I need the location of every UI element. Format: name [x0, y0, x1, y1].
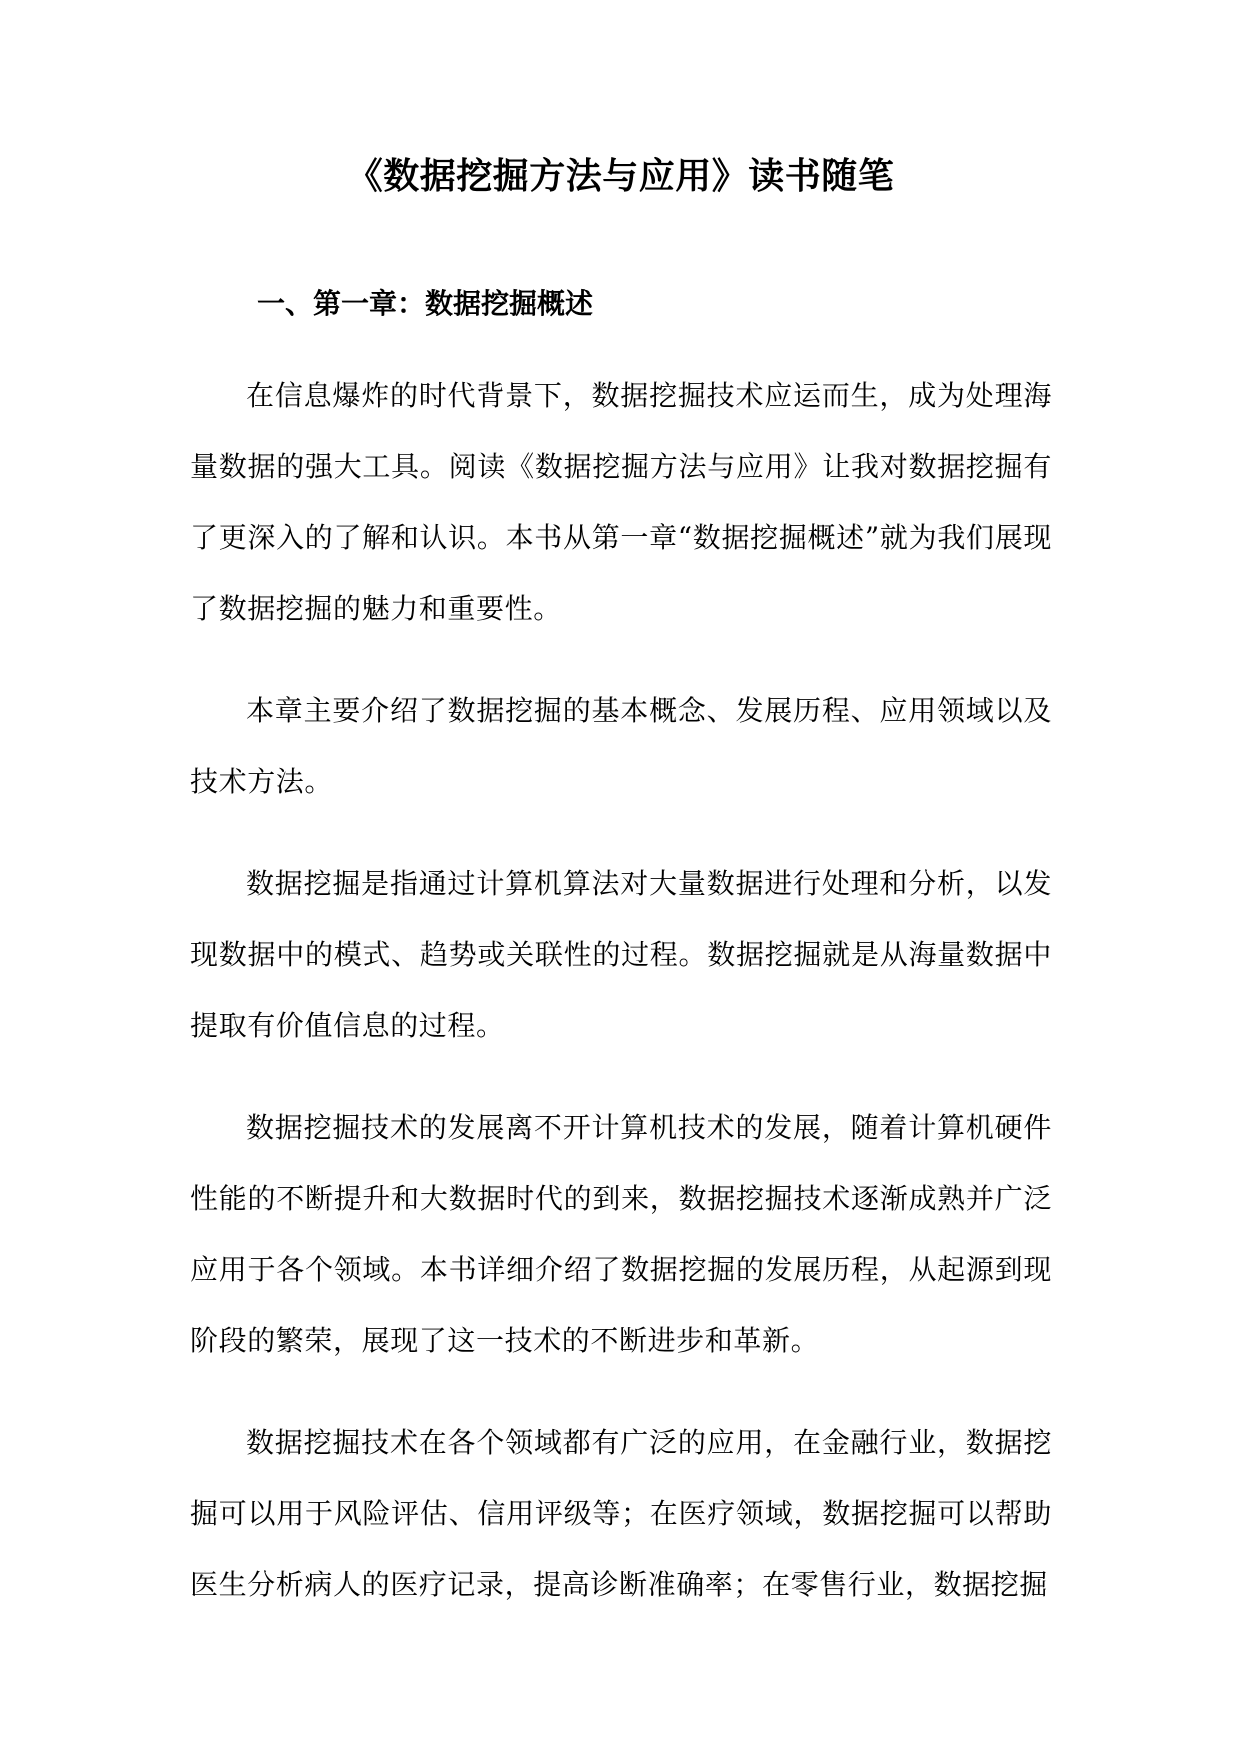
- body-paragraph: 本章主要介绍了数据挖掘的基本概念、发展历程、应用领域以及技术方法。: [190, 694, 1052, 798]
- section-heading: 一、第一章：数据挖掘概述: [257, 287, 594, 320]
- document-body: [190, 360, 1052, 1620]
- body-paragraph: 数据挖掘技术在各个领域都有广泛的应用，在金融行业，数据挖掘可以用于风险评估、信用评级等；在医疗领域，数据挖掘可以帮助医生分析病人的医疗记录，提高诊断准确率；在零售行业，数据挖掘: [190, 1426, 1052, 1601]
- document-title: 《数据挖掘方法与应用》读书随笔: [346, 156, 895, 197]
- body-paragraph: 在信息爆炸的时代背景下，数据挖掘技术应运而生，成为处理海量数据的强大工具。阅读《数据挖掘方法与应用》让我对数据挖掘有了更深入的了解和认识。本书从第一章“数据挖掘概述”就为我们展现了数据挖掘的魅力和重要性。: [190, 379, 1052, 625]
- body-paragraph: 数据挖掘是指通过计算机算法对大量数据进行处理和分析，以发现数据中的模式、趋势或关联性的过程。数据挖掘就是从海量数据中提取有价值信息的过程。: [190, 867, 1052, 1042]
- body-paragraph: 数据挖掘技术的发展离不开计算机技术的发展，随着计算机硬件性能的不断提升和大数据时代的到来，数据挖掘技术逐渐成熟并广泛应用于各个领域。本书详细介绍了数据挖掘的发展历程，从起源到现阶段的繁荣，展现了这一技术的不断进步和革新。: [190, 1111, 1052, 1357]
